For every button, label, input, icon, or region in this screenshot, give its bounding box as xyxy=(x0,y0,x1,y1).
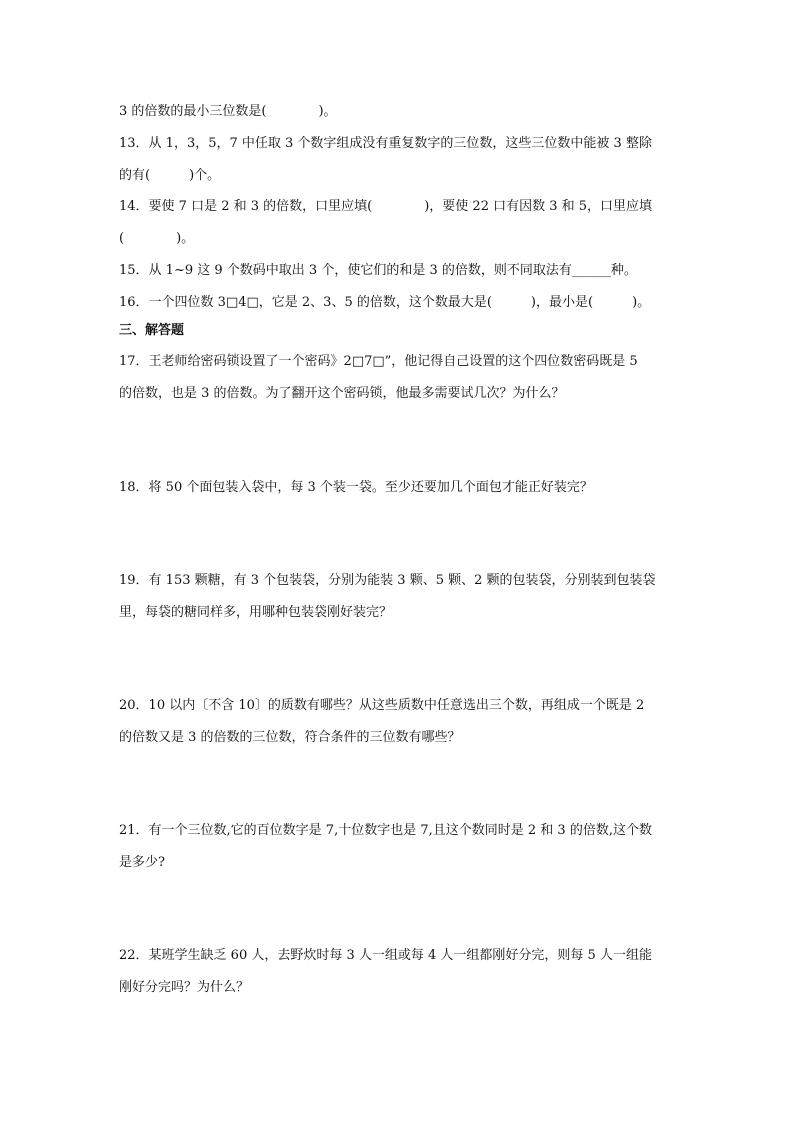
question-19: 19．有 153 颗糖，有 3 个包装袋，分别为能装 3 颗、5 颗、2 颗的包装袋，分别装到包装袋 xyxy=(119,573,656,588)
question-14: 14．要使 7 口是 2 和 3 的倍数，口里应填( )，要使 22 口有因数 3 和 5，口里应填 xyxy=(119,199,653,214)
question-17-continuation: 的倍数，也是 3 的倍数。为了翻开这个密码锁，他最多需要试几次？为什么？ xyxy=(119,386,565,401)
question-16: 16．一个四位数 3□4□，它是 2、3、5 的倍数，这个数最大是( )，最小是( )。 xyxy=(119,295,651,310)
question-19-continuation: 里，每袋的糖同样多，用哪种包装袋刚好装完？ xyxy=(119,605,393,620)
question-22: 22．某班学生缺乏 60 人，去野炊时每 3 人一组或每 4 人一组都刚好分完，则每 5 人一组能 xyxy=(119,948,652,963)
section-heading-solve: 三、解答题 xyxy=(119,323,185,338)
question-14-continuation: ( )。 xyxy=(119,231,195,246)
question-13: 13．从 1，3，5，7 中任取 3 个数字组成没有重复数字的三位数，这些三位数中能被 3 整除 xyxy=(119,136,652,151)
question-21-continuation: 是多少? xyxy=(119,855,165,870)
question-15: 15．从 1~9 这 9 个数码中取出 3 个，使它们的和是 3 的倍数，则不同取法有______种。 xyxy=(119,263,637,278)
question-20: 20．10 以内〔不含 10〕的质数有哪些？从这些质数中任意选出三个数，再组成一个既是 2 xyxy=(119,698,645,713)
question-20-continuation: 的倍数又是 3 的倍数的三位数，符合条件的三位数有哪些？ xyxy=(119,730,461,745)
question-21: 21．有一个三位数,它的百位数字是 7,十位数字也是 7,且这个数同时是 2 和 3 的倍数,这个数 xyxy=(119,823,652,838)
question-22-continuation: 刚好分完吗？为什么？ xyxy=(119,980,250,995)
question-13-continuation: 的有( )个。 xyxy=(119,168,221,183)
q12-continuation: 3 的倍数的最小三位数是( )。 xyxy=(119,104,337,119)
question-18: 18．将 50 个面包装入袋中，每 3 个装一袋。至少还要加几个面包才能正好装完？ xyxy=(119,480,593,495)
question-17: 17．王老师给密码锁设置了一个密码》2□7□”，他记得自己设置的这个四位数密码既是 5 xyxy=(119,354,638,369)
